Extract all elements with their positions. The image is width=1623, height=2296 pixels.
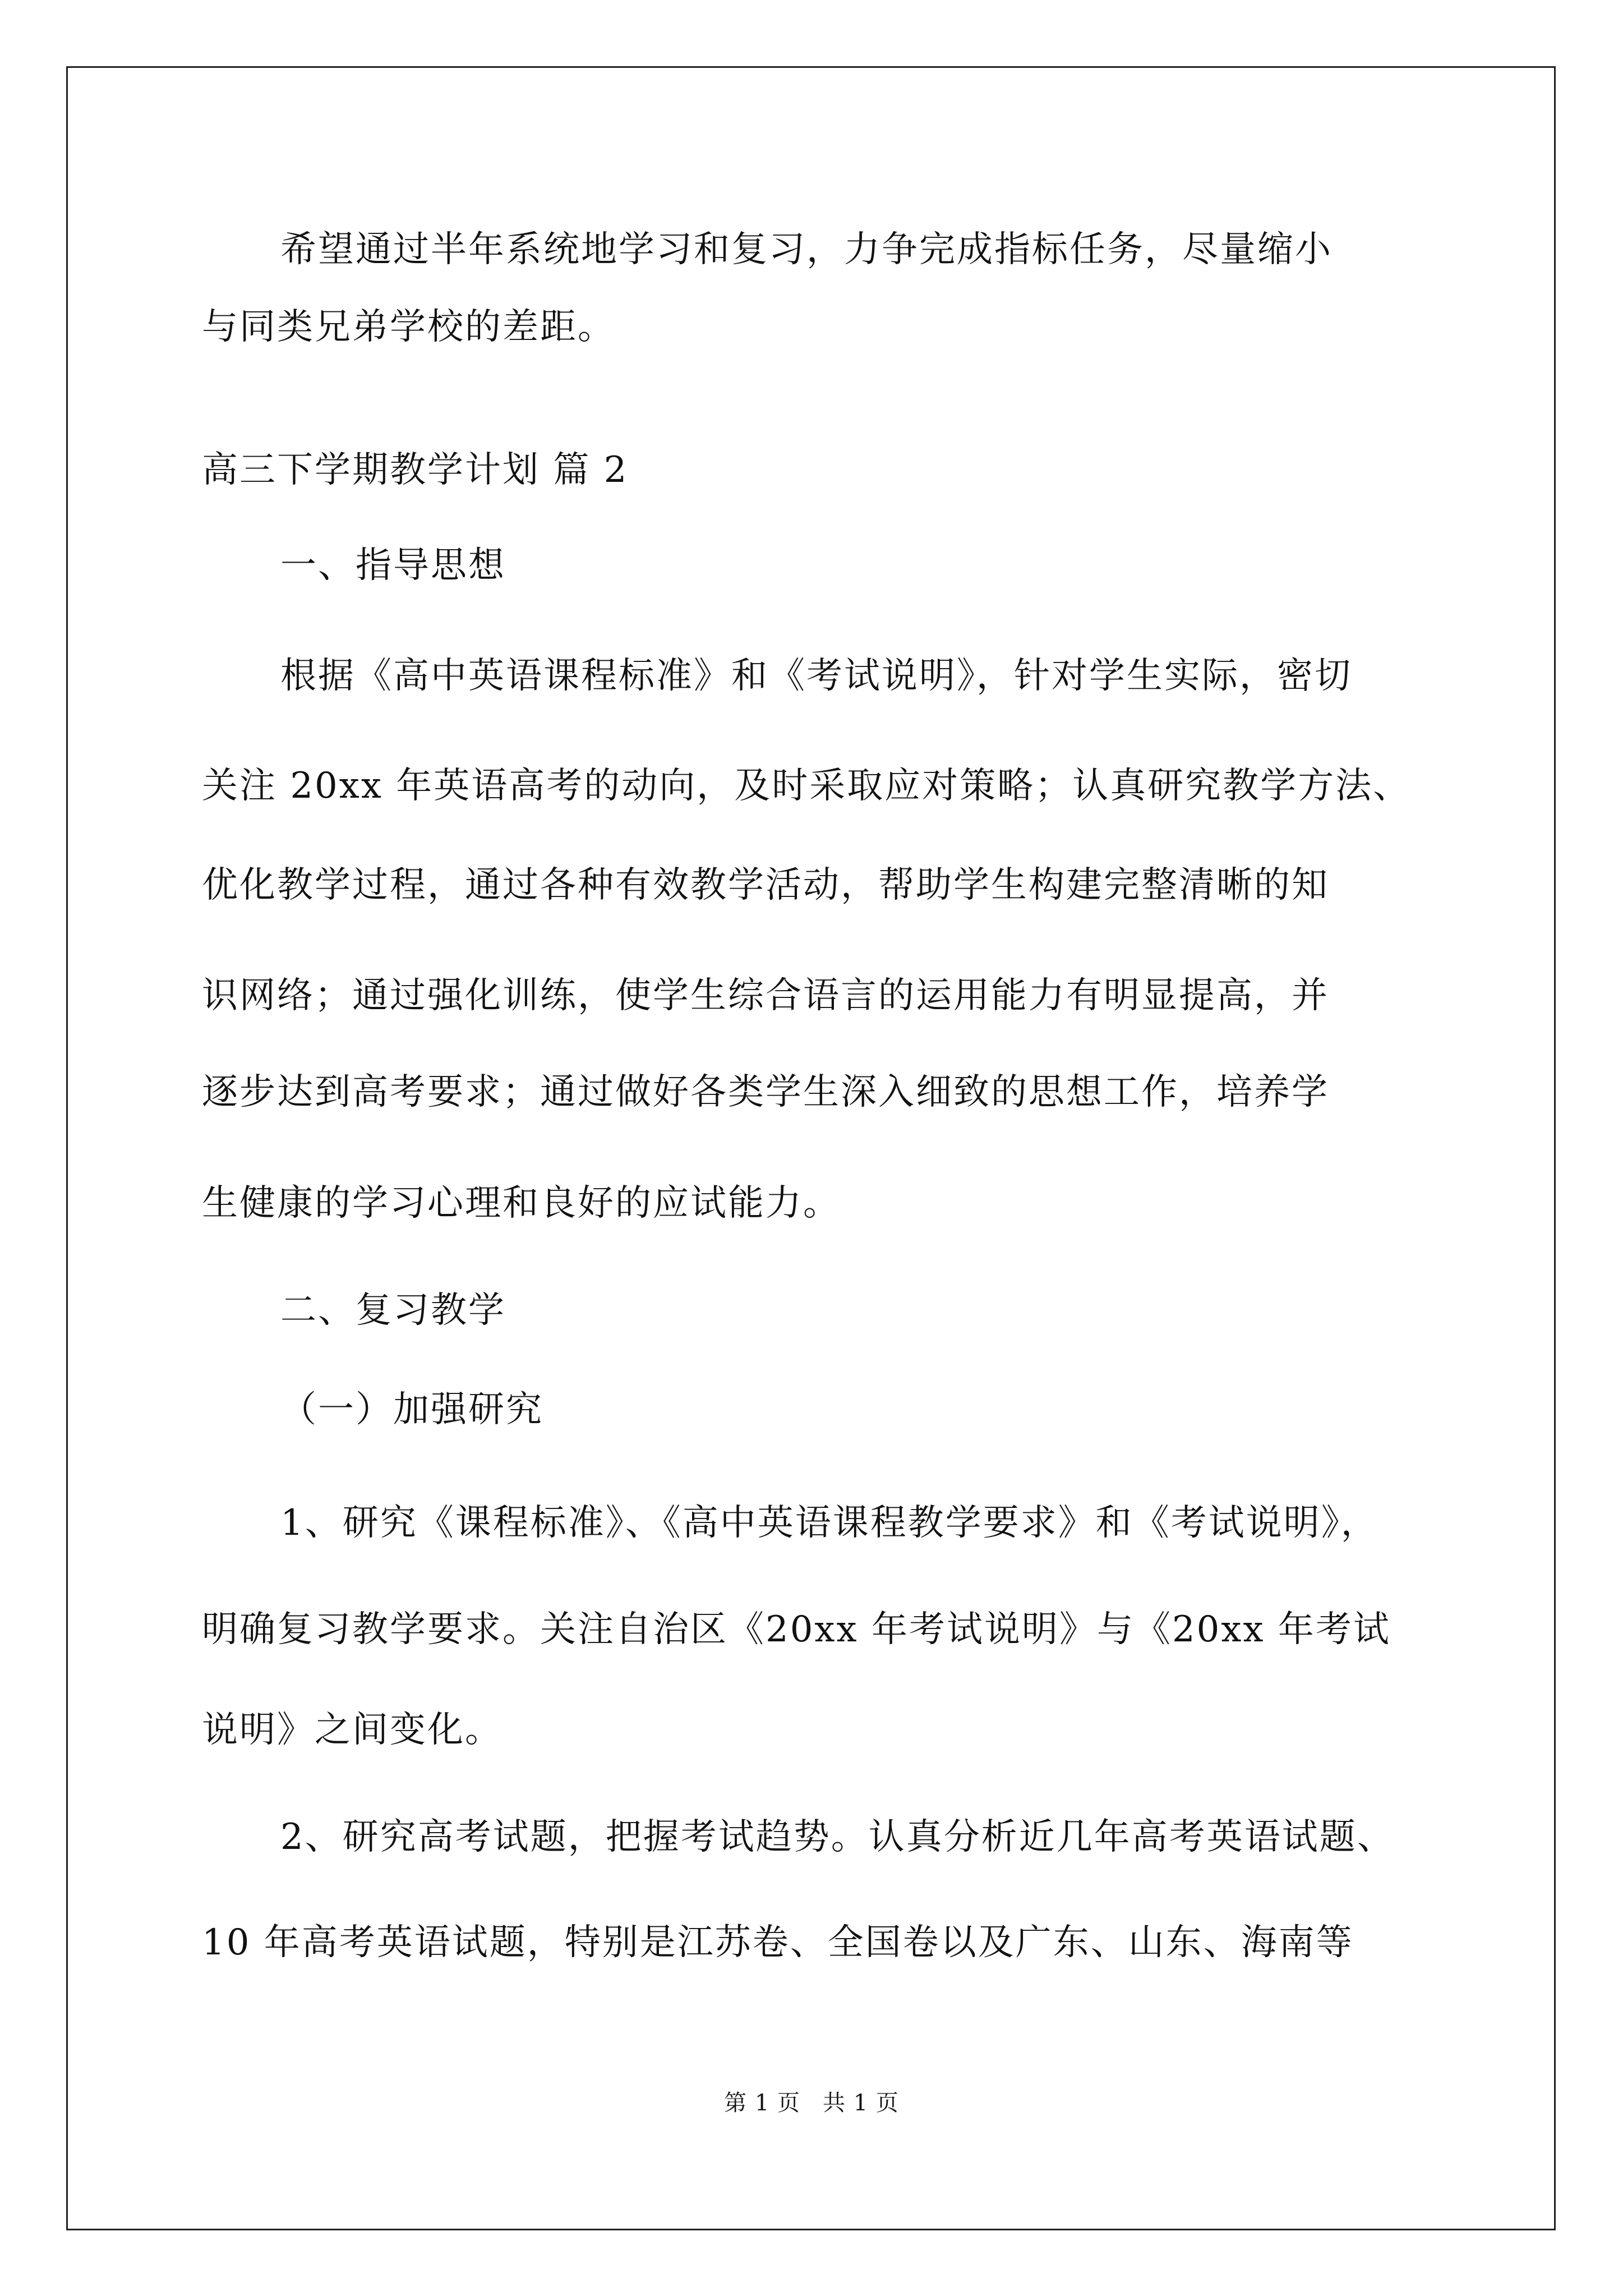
paragraph-line: 与同类兄弟学校的差距。 — [202, 306, 615, 348]
paragraph-line: 2、研究高考试题，把握考试趋势。认真分析近几年高考英语试题、 — [280, 1816, 1395, 1858]
paragraph-line: 优化教学过程，通过各种有效教学活动，帮助学生构建完整清晰的知 — [202, 864, 1329, 906]
paragraph-line: 关注 20xx 年英语高考的动向，及时采取应对策略；认真研究教学方法、 — [202, 765, 1411, 807]
page-total: 共 1 页 — [823, 2090, 899, 2116]
paragraph-line: 1、研究《课程标准》、《高中英语课程教学要求》和《考试说明》， — [280, 1502, 1378, 1544]
paragraph-line: 根据《高中英语课程标准》和《考试说明》，针对学生实际，密切 — [280, 655, 1352, 697]
heading-guiding-ideology: 一、指导思想 — [280, 545, 506, 586]
paragraph-line: 生健康的学习心理和良好的应试能力。 — [202, 1182, 841, 1224]
heading-review-teaching: 二、复习教学 — [280, 1290, 506, 1331]
paragraph-line: 说明》之间变化。 — [202, 1709, 502, 1751]
paragraph-line: 希望通过半年系统地学习和复习，力争完成指标任务，尽量缩小 — [280, 229, 1332, 270]
page-footer — [0, 2089, 1623, 2117]
subheading-strengthen-research: （一）加强研究 — [280, 1389, 543, 1430]
page-number: 第 1 页 — [724, 2090, 800, 2116]
paragraph-line: 10 年高考英语试题，特别是江苏卷、全国卷以及广东、山东、海南等 — [202, 1922, 1354, 1963]
paragraph-line: 识网络；通过强化训练，使学生综合语言的运用能力有明显提高，并 — [202, 975, 1329, 1016]
paragraph-line: 明确复习教学要求。关注自治区《20xx 年考试说明》与《20xx 年考试 — [202, 1609, 1391, 1650]
page-border — [66, 66, 1556, 2230]
section-title: 高三下学期教学计划 篇 2 — [202, 449, 629, 491]
paragraph-line: 逐步达到高考要求；通过做好各类学生深入细致的思想工作，培养学 — [202, 1071, 1329, 1113]
